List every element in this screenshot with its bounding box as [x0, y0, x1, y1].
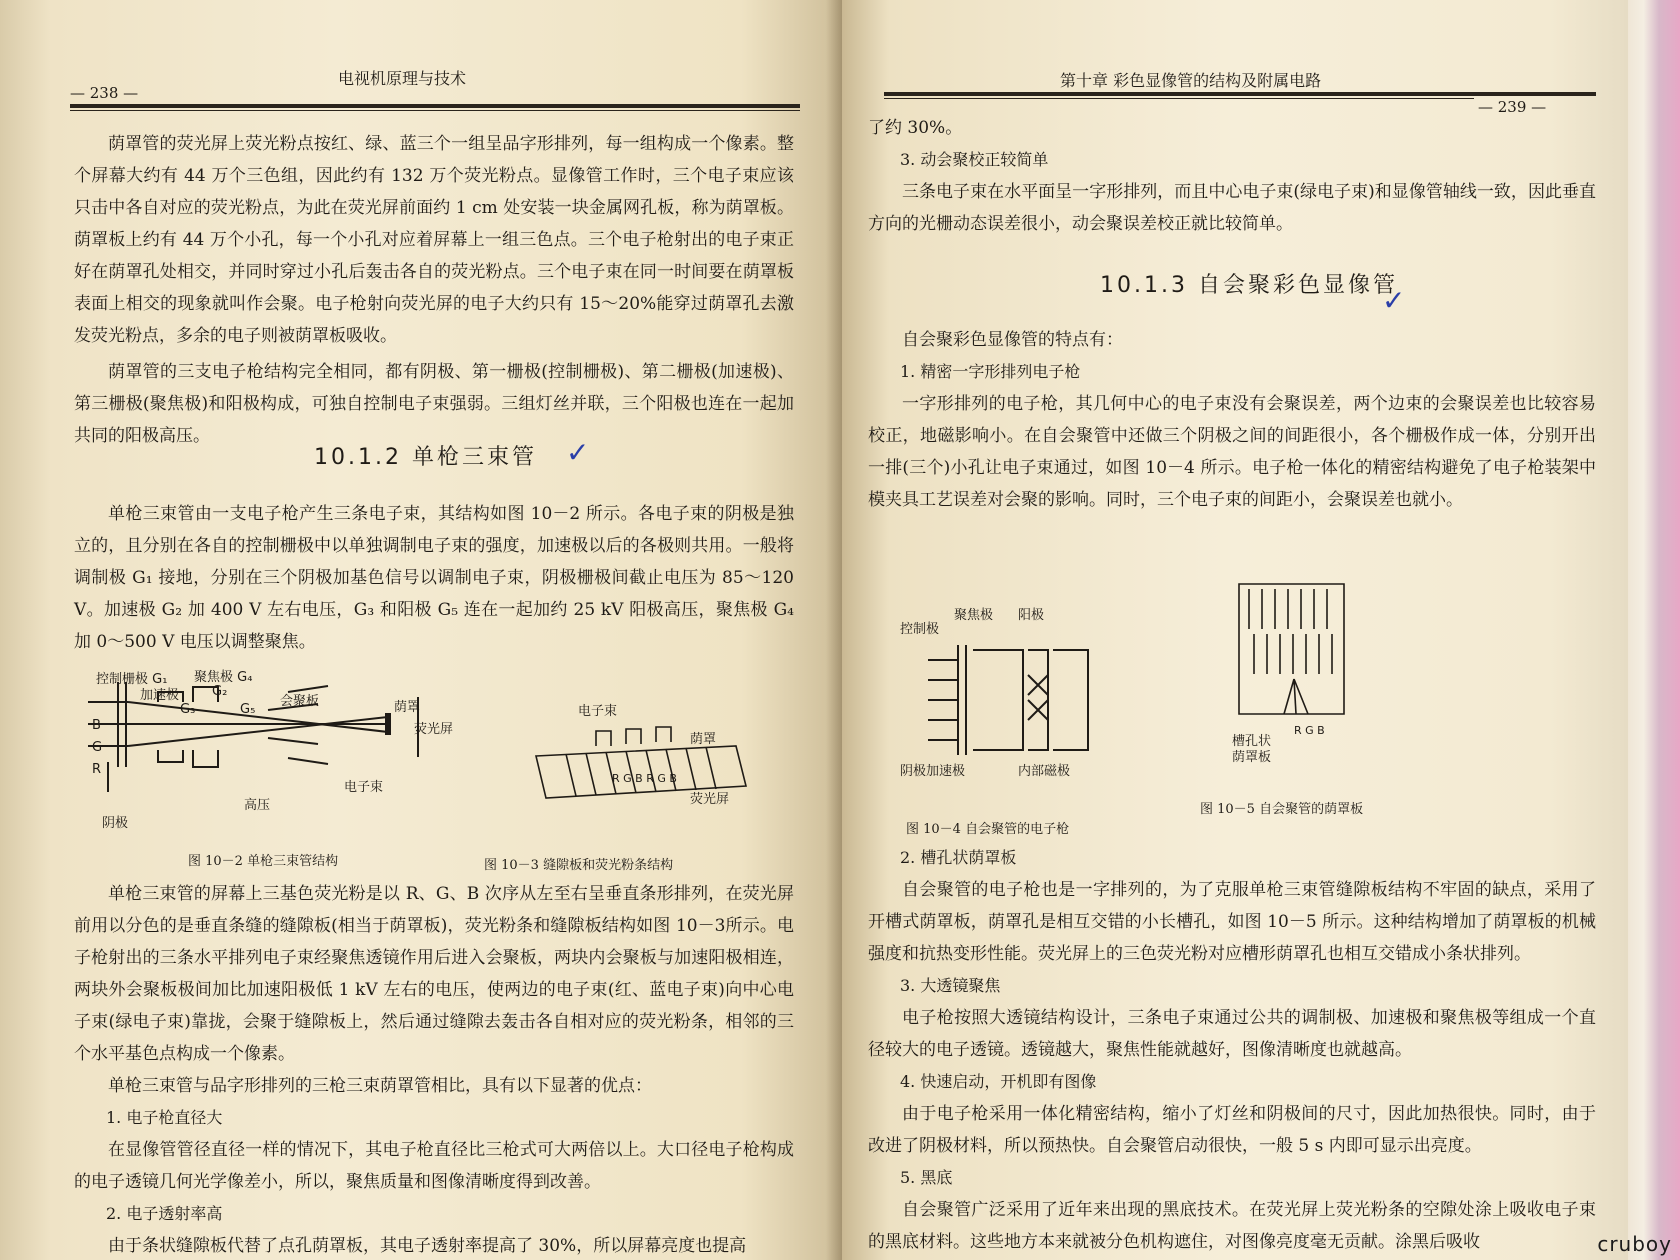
header-rule-thin: [70, 110, 800, 111]
paragraph: 荫罩管的荧光屏上荧光粉点按红、绿、蓝三个一组呈品字形排列，每一组构成一个像素。整个屏幕大约有 44 万个三色组，因此约有 132 万个荧光粉点。显像管工作时，三个电子束应该只击中各自对应的荧光粉点，为此在荧光屏前面约 1 cm 处安装一块金属网孔板，称为荫罩板。荫罩板上约有 44 万个小孔，每一个小孔对应着屏幕上一组三色点。三个电子枪射出的电子束正好在荫罩孔处相交，并同时穿过小孔后轰击各自的荧光粉点。三个电子束在同一时间要在荫罩板表面上相交的现象就叫作会聚。电子枪射向荧光屏的电子大约只有 15～20%能穿过荫罩孔去激发荧光粉点，多余的电子则被荫罩板吸收。: [74, 134, 794, 346]
left-body-top: [74, 128, 794, 452]
item-title: 3. 动会聚校正较简单: [900, 150, 1049, 169]
header-rule: [884, 92, 1596, 96]
check-mark-icon: ✓: [566, 436, 590, 469]
fig-label: R G B R G B: [612, 772, 677, 785]
fig-label: 控制极: [900, 622, 940, 637]
figure-caption: 图 10－4 自会聚管的电子枪: [906, 822, 1070, 837]
fig-label: 电子束: [344, 780, 384, 795]
item-title: 1. 电子枪直径大: [106, 1108, 223, 1127]
paragraph: 了约 30%。: [868, 118, 963, 138]
figure-10-4: [928, 640, 1098, 760]
paragraph: 单枪三束管由一支电子枪产生三条电子束，其结构如图 10－2 所示。各电子束的阴极是独立的，且分别在各自的控制栅极中以单独调制电子束的强度，加速极以后的各极则共用。一般将调制极 G₁ 接地，分别在三个阴极加基色信号以调制电子束，阴极栅极间截止电压为 85～120 V。加速极 G₂ 加 400 V 左右电压，G₃ 和阳极 G₅ 连在一起加约 25 kV 阳极高压，聚焦极 G₄ 加 0～500 V 电压以调整聚焦。: [74, 504, 794, 652]
watermark: cruboy: [1597, 1232, 1672, 1256]
header-rule: [70, 104, 800, 108]
left-body-mid: [74, 498, 794, 658]
paragraph: 一字形排列的电子枪，其几何中心的电子束没有会聚误差，两个边束的会聚误差也比较容易校正，地磁影响小。在自会聚管中还做三个阴极之间的间距很小，各个栅极作成一体，分别开出一排(三个)小孔让电子束通过，如图 10－4 所示。电子枪一体化的精密结构避免了电子枪装架中模夹具工艺误差对会聚的影响。同时，三个电子束的间距小，会聚误差也就小。: [868, 394, 1596, 510]
paragraph: 单枪三束管与品字形排列的三枪三束荫罩管相比，具有以下显著的优点：: [108, 1076, 652, 1096]
item-title: 2. 槽孔状荫罩板: [900, 848, 1017, 867]
page-edge: [1628, 0, 1680, 1260]
paragraph: 荫罩管的三支电子枪结构完全相同，都有阴极、第一栅极(控制栅极)、第二栅极(加速极)、第三栅极(聚焦极)和阳极构成，可独自控制电子束强弱。三组灯丝并联，三个阳极也连在一起加共同的阳极高压。: [74, 362, 794, 446]
right-body-bottom: [868, 842, 1596, 1258]
item-title: 2. 电子透射率高: [106, 1204, 223, 1223]
fig-label: G₅: [240, 702, 256, 717]
fig-label: 控制栅极 G₁: [96, 672, 168, 687]
fig-label: 阳极: [1018, 608, 1045, 623]
figure-caption: 图 10－5 自会聚管的荫罩板: [1200, 802, 1364, 817]
fig-label: 内部磁极: [1018, 764, 1071, 779]
fig-label: 槽孔状荫罩板: [1232, 734, 1272, 765]
fig-label: B: [92, 718, 101, 733]
fig-label: 荧光屏: [414, 722, 454, 737]
item-title: 5. 黑底: [900, 1168, 953, 1187]
right-body-mid: [868, 324, 1596, 516]
header-rule-thin: [884, 98, 1474, 99]
section-title: 10.1.3 自会聚彩色显像管: [1100, 273, 1398, 298]
item-title: 4. 快速启动，开机即有图像: [900, 1072, 1097, 1091]
item-title: 3. 大透镜聚焦: [900, 976, 1001, 995]
slot-mask-diagram: [1234, 574, 1354, 724]
paragraph: 单枪三束管的屏幕上三基色荧光粉是以 R、G、B 次序从左至右呈垂直条形排列，在荧光屏前用以分色的是垂直条缝的缝隙板(相当于荫罩板)，荧光粉条和缝隙板结构如图 10－3所示。电子枪射出的三条水平排列电子束经聚焦透镜作用后进入会聚板，两块内会聚板与加速阳极相连，两块外会聚板极间加比加速阳极低 1 kV 左右的电压，使两边的电子束(红、蓝电子束)向中心电子束(绿电子束)靠拢，会聚于缝隙板上，然后通过缝隙去轰击各自相对应的荧光粉条，相邻的三个水平基色点构成一个像素。: [74, 884, 794, 1064]
fig-label: R: [92, 762, 102, 777]
paragraph: 由于条状缝隙板代替了点孔荫罩板，其电子透射率提高了 30%，所以屏幕亮度也提高: [108, 1236, 747, 1256]
gun-diagram: [928, 640, 1098, 760]
fig-label: 阴极加速极: [900, 764, 966, 779]
fig-label: G₂: [212, 684, 228, 699]
fig-label: R G B: [1294, 724, 1325, 737]
paragraph: 自会聚管广泛采用了近年来出现的黑底技术。在荧光屏上荧光粉条的空隙处涂上吸收电子束的黑底材料。这些地方本来就被分色机构遮住，对图像亮度毫无贡献。涂黑后吸收: [868, 1200, 1596, 1252]
left-body-bottom: [74, 878, 794, 1260]
fig-label: G₃: [180, 702, 196, 717]
paragraph: 电子枪按照大透镜结构设计，三条电子束通过公共的调制极、加速极和聚焦极等组成一个直径较大的电子透镜。透镜越大，聚焦性能就越好，图像清晰度也就越高。: [868, 1008, 1596, 1060]
paragraph: 由于电子枪采用一体化精密结构，缩小了灯丝和阴极间的尺寸，因此加热很快。同时，由于改进了阴极材料，所以预热快。自会聚管启动很快，一般 5 s 内即可显示出亮度。: [868, 1104, 1596, 1156]
right-page: [842, 0, 1628, 1260]
check-mark-icon: ✓: [1382, 284, 1406, 317]
paragraph: 三条电子束在水平面呈一字形排列，而且中心电子束(绿电子束)和显像管轴线一致，因此垂直方向的光栅动态误差很小，动会聚误差校正就比较简单。: [868, 182, 1596, 234]
fig-label: 高压: [244, 798, 271, 813]
section-title: 10.1.2 单枪三束管: [314, 445, 537, 470]
paragraph: 在显像管管径直径一样的情况下，其电子枪直径比三枪式可大两倍以上。大口径电子枪构成的电子透镜几何光学像差小，所以，聚焦质量和图像清晰度得到改善。: [74, 1140, 794, 1192]
fig-label: 电子束: [578, 704, 618, 719]
figure-caption: 图 10－2 单枪三束管结构: [188, 854, 339, 869]
figure-caption: 图 10－3 缝隙板和荧光粉条结构: [484, 858, 674, 873]
right-running-head: 第十章 彩色显像管的结构及附属电路: [1060, 71, 1322, 90]
item-title: 1. 精密一字形排列电子枪: [900, 362, 1081, 381]
left-page-number: — 238 —: [70, 84, 139, 102]
fig-label: 荫罩: [394, 700, 421, 715]
fig-label: 聚焦极: [954, 608, 994, 623]
fig-label: 荫罩: [690, 732, 717, 747]
right-page-number: — 239 —: [1478, 98, 1547, 116]
fig-label: 阴极: [102, 816, 129, 831]
fig-label: 荧光屏: [690, 792, 730, 807]
fig-label: G: [92, 740, 103, 755]
fig-label: 会聚板: [280, 694, 320, 709]
paragraph: 自会聚管的电子枪也是一字排列的，为了克服单枪三束管缝隙板结构不牢固的缺点，采用了开槽式荫罩板，荫罩孔是相互交错的小长槽孔，如图 10－5 所示。这种结构增加了荫罩板的机械强度和抗热变形性能。荧光屏上的三色荧光粉对应槽形荫罩孔也相互交错成小条状排列。: [868, 880, 1596, 964]
figure-10-5: [1234, 574, 1354, 724]
left-running-head: 电视机原理与技术: [338, 69, 467, 88]
paragraph: 自会聚彩色显像管的特点有：: [902, 330, 1123, 350]
right-body-top: [868, 112, 1596, 240]
fig-label: 加速极: [140, 688, 180, 703]
fig-label: 聚焦极 G₄: [194, 670, 253, 685]
